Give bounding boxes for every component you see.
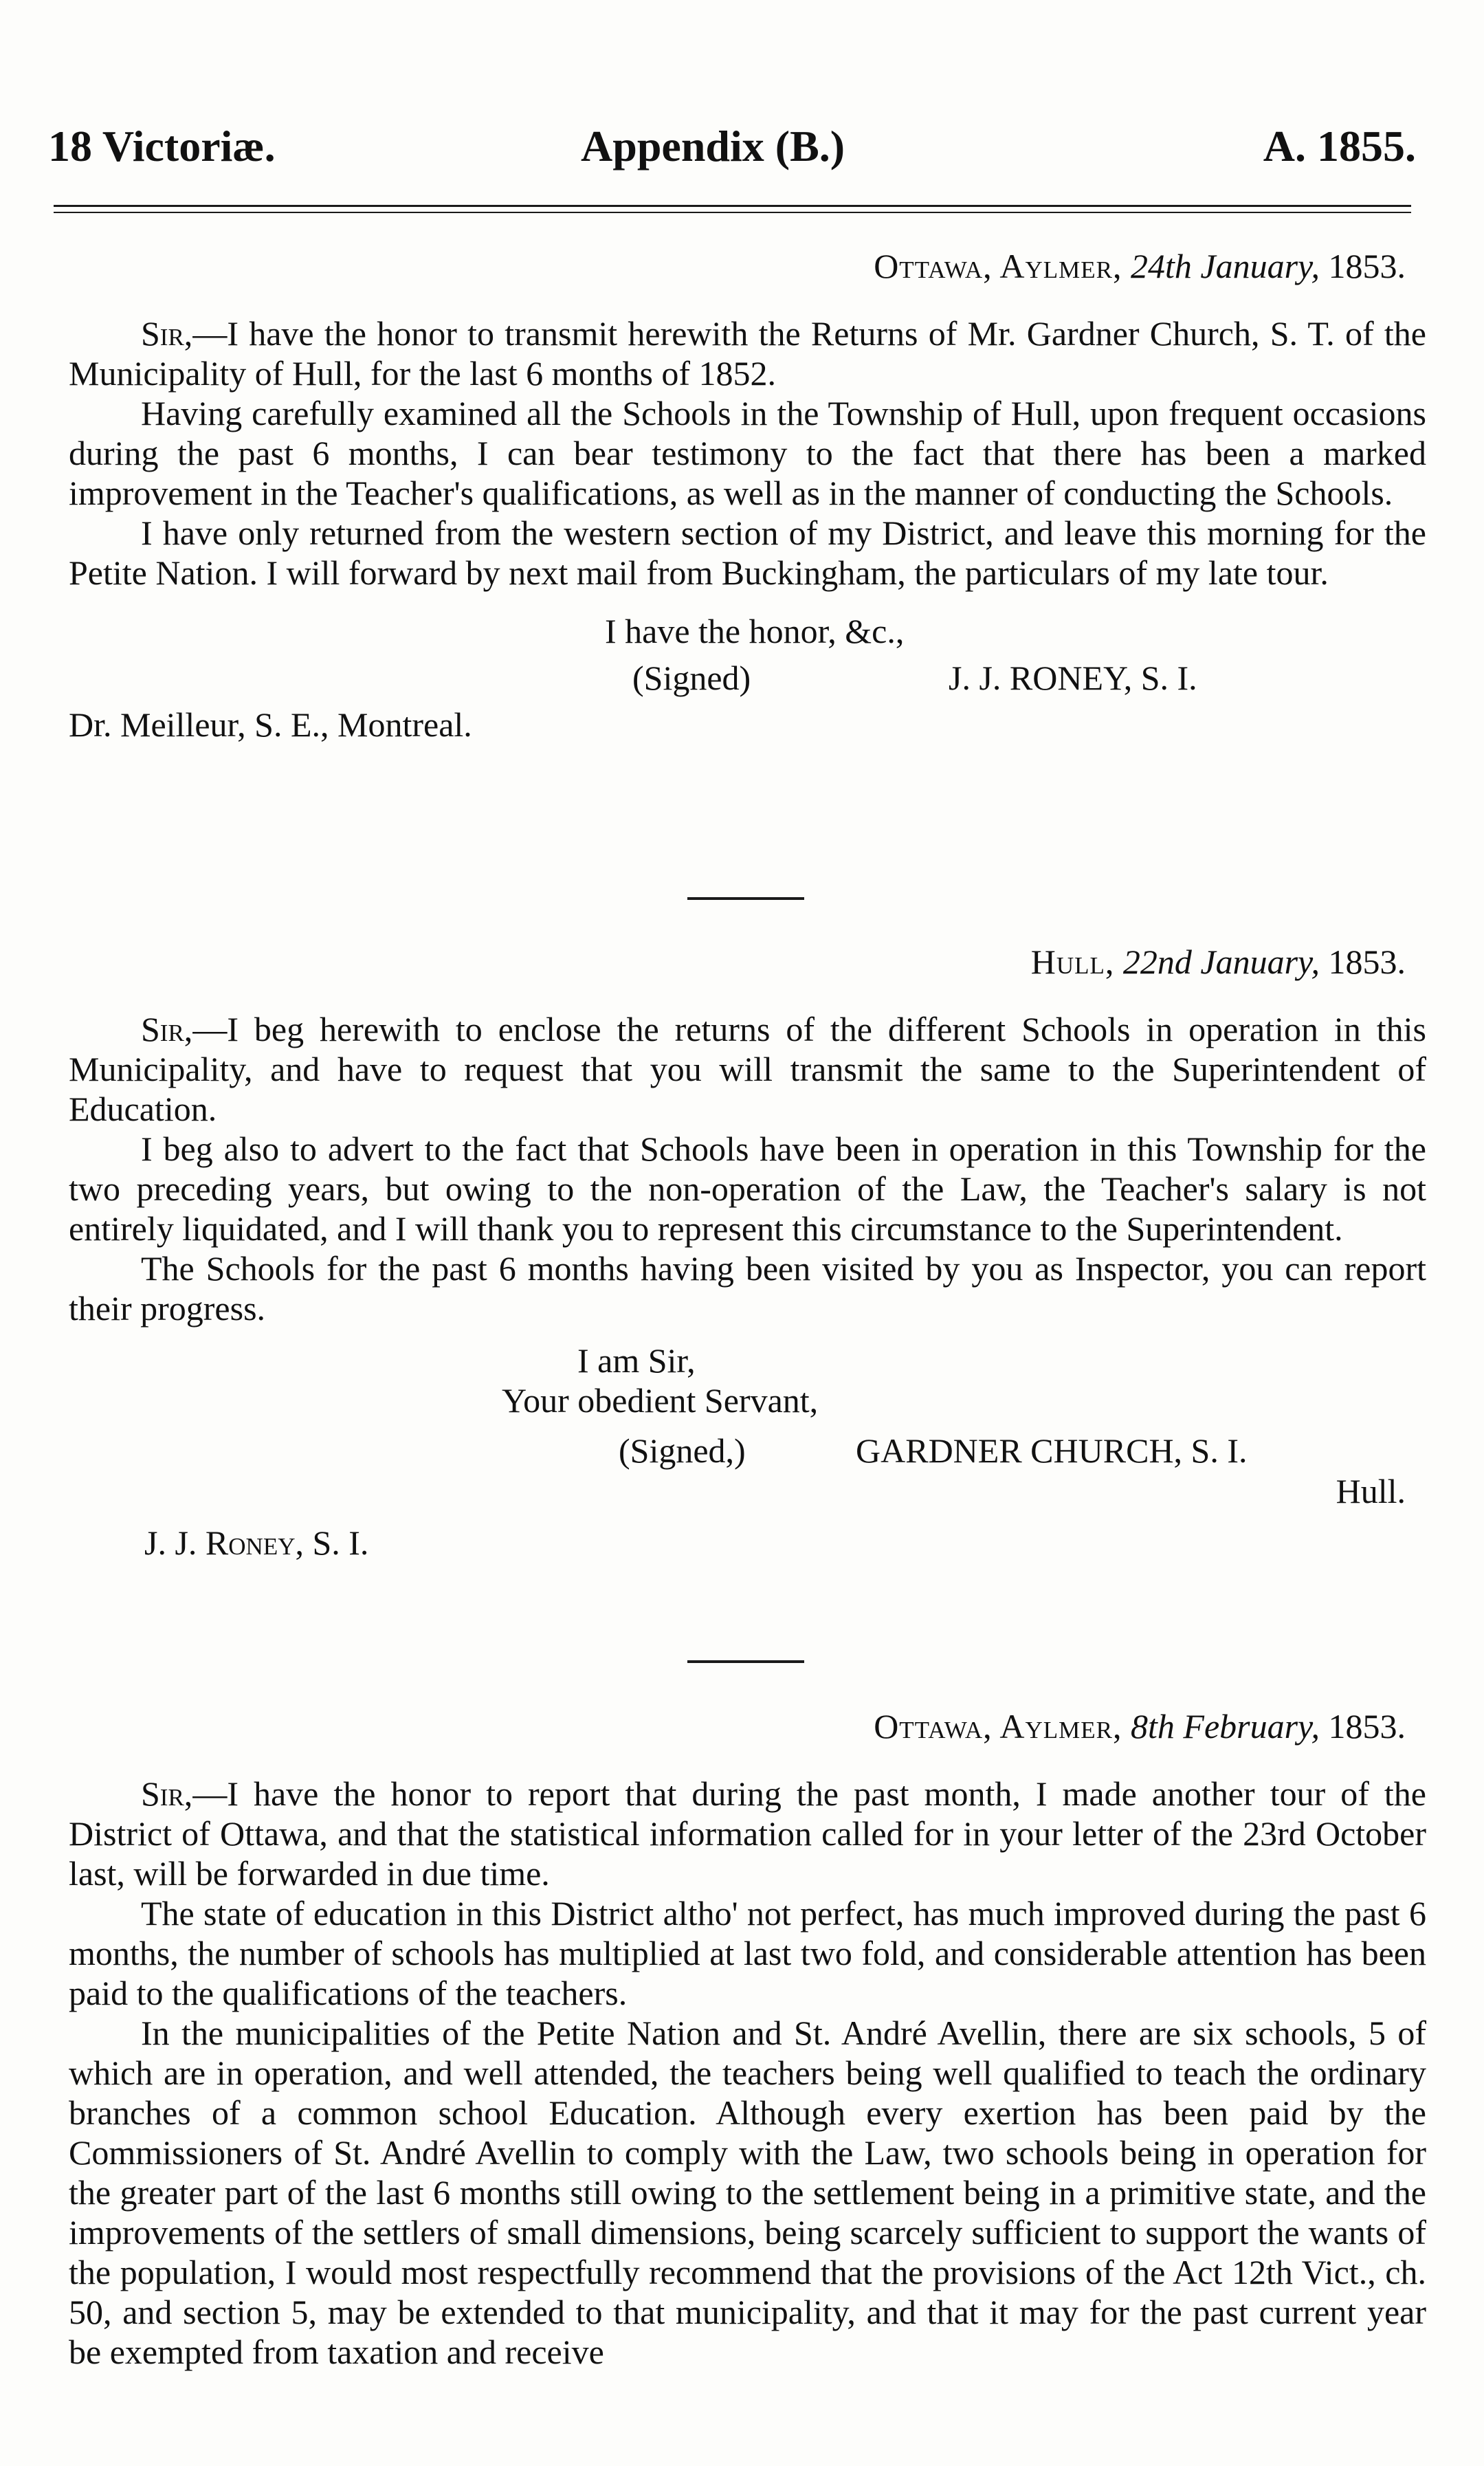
paragraph: I beg also to advert to the fact that Schools have been in operation in this Township for the two preceding years, but owing to the non-operation of the Law, the Teacher's salary is not entirely liquidated, and I will thank you to represent this circumstance to the Superintendent. [69, 1130, 1426, 1248]
paragraph: The state of education in this District altho' not perfect, has much improved during the past 6 months, the number of schools has multiplied at last two fold, and considerable attention has been paid to the qualifications of the teachers. [69, 1894, 1426, 2012]
closing: I have the honor, &c., [605, 612, 905, 650]
paragraph: In the municipalities of the Petite Nation and St. André Avellin, there are six schools, 5 of which are in operation, and well attended, the teachers being well qualified to teach the ordinary branches of a common school Education. Although every exertion has been paid by the Commissioners of St. André Avellin to comply with the Law, two schools being in operation for the greater part of the last 6 months still owing to the settlement being in a primitive state, and the improvements of the settlers of small dimensions, being scarcely sufficient to support the wants of the population, I would most respectfully recommend that the provisions of the Act 12th Vict., ch. 50, and section 5, may be extended to that municipality, and that it may for the past current year be exempted from taxation and receive [69, 2014, 1426, 2371]
addressee [69, 1519, 1426, 1566]
paragraph: The Schools for the past 6 months having been visited by you as Inspector, you can report their progress. [69, 1249, 1426, 1328]
dateline-year: 1853. [1328, 247, 1406, 285]
running-header [48, 115, 1416, 177]
dateline-place: Ottawa, Aylmer, [874, 1707, 1122, 1746]
dateline-date: 22nd January, [1122, 943, 1320, 981]
letter-1 [69, 246, 1426, 748]
dateline-date: 24th January, [1131, 247, 1320, 285]
header-double-rule [54, 205, 1411, 213]
closing-valediction: Your obedient Servant, [502, 1381, 819, 1420]
dateline-place: Hull, [1030, 943, 1115, 981]
dateline-year: 1853. [1328, 943, 1406, 981]
paragraph [69, 313, 1426, 393]
signature-row [69, 1427, 1426, 1474]
signed-label: (Signed,) [619, 1431, 746, 1470]
signatory-place: Hull. [1336, 1472, 1406, 1510]
dateline-date: 8th February, [1131, 1707, 1320, 1746]
paragraph-text: —I beg herewith to enclose the returns of the different Schools in operation in this Municipality, and have to request that you will transmit the same to the Superintendent of Education. [69, 1010, 1426, 1128]
salutation: Sir, [141, 314, 193, 353]
letter-3 [69, 1706, 1426, 2372]
salutation: Sir, [141, 1774, 193, 1813]
paragraph [69, 1009, 1426, 1129]
letter-2-dateline [69, 942, 1426, 982]
paragraph-text: —I have the honor to report that during the past month, I made another tour of the District of Ottawa, and that the statistical information called for in your letter of the 23rd October last, will be forwarded in due time. [69, 1774, 1426, 1893]
header-appendix: Appendix (B.) [581, 122, 845, 170]
dateline-year: 1853. [1328, 1707, 1406, 1746]
paragraph-text: —I have the honor to transmit herewith the Returns of Mr. Gardner Church, S. T. of the Municipality of Hull, for the last 6 months of 1852. [69, 314, 1426, 393]
section-divider [687, 1660, 804, 1663]
header-regnal-year: 18 Victoriæ. [48, 122, 276, 170]
signed-label: (Signed) [632, 659, 751, 697]
signatory: GARDNER CHURCH, S. I. [856, 1431, 1248, 1470]
salutation: Sir, [141, 1010, 193, 1048]
header-year: A. 1855. [1263, 122, 1416, 170]
letter-2 [69, 942, 1426, 1566]
paragraph [69, 1774, 1426, 1893]
paragraph: Having carefully examined all the Schools in the Township of Hull, upon frequent occasions during the past 6 months, I can bear testimony to the fact that there has been a marked improvement in the Teacher's qualifications, as well as in the manner of conducting the Schools. [69, 394, 1426, 512]
letter-1-dateline [69, 246, 1426, 286]
closing-salutation: I am Sir, [577, 1341, 696, 1380]
letter-3-dateline [69, 1706, 1426, 1746]
section-divider [687, 897, 804, 900]
paragraph: I have only returned from the western section of my District, and leave this morning for the Petite Nation. I will forward by next mail from Buckingham, the particulars of my late tour. [69, 514, 1426, 592]
addressee-name: J. J. Roney, S. I. [144, 1523, 369, 1562]
signatory: J. J. RONEY, S. I. [949, 659, 1197, 697]
addressee: Dr. Meilleur, S. E., Montreal. [69, 705, 472, 744]
signature-row [69, 654, 1426, 701]
dateline-place: Ottawa, Aylmer, [874, 247, 1122, 285]
